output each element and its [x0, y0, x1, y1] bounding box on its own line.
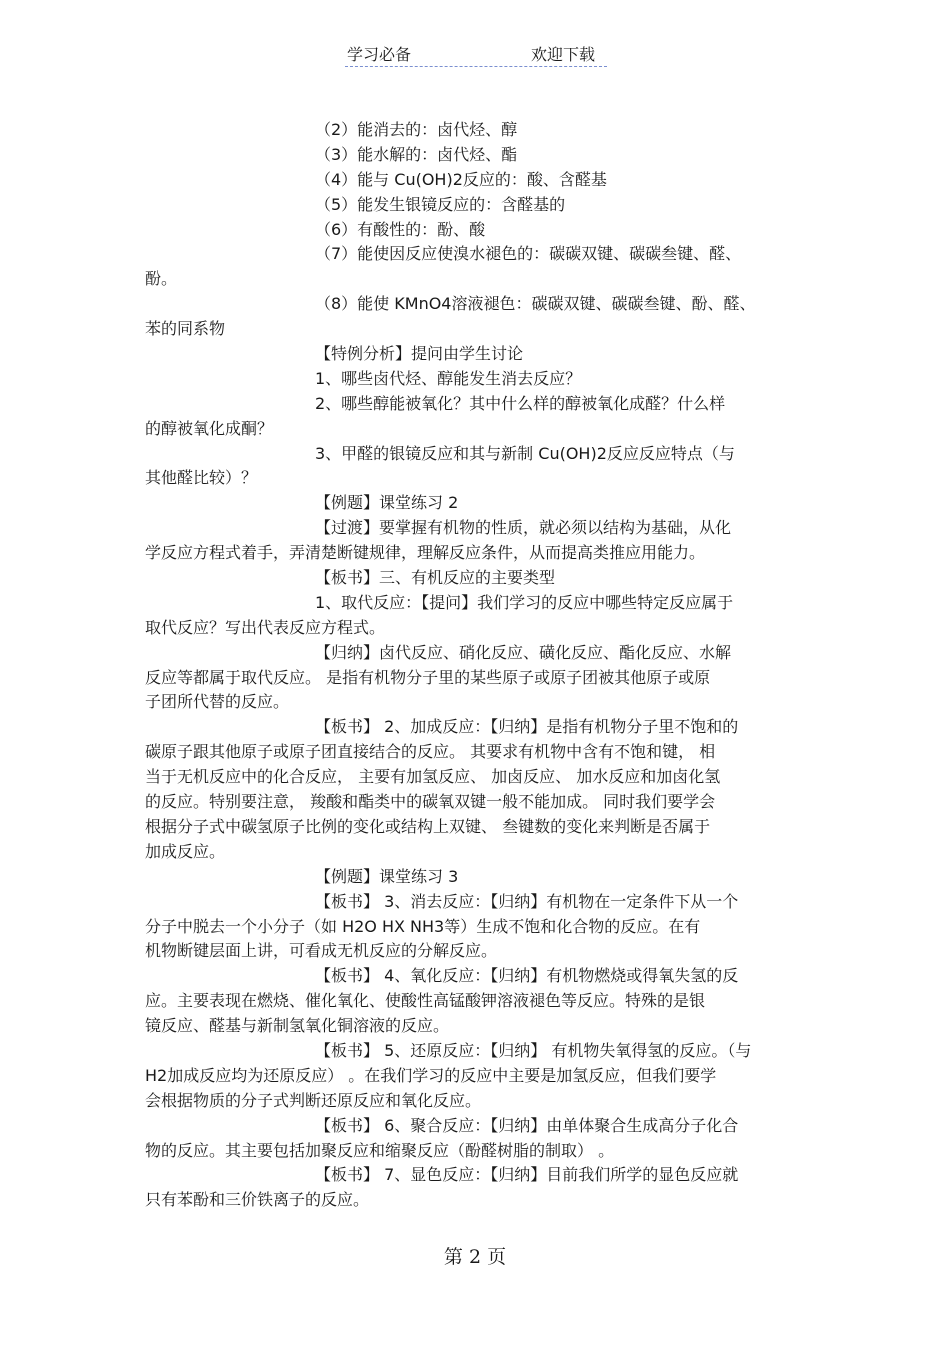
text-line: 1、取代反应：【提问】我们学习的反应中哪些特定反应属于 — [315, 592, 734, 612]
text-line: 【板书】 6、聚合反应：【归纳】由单体聚合生成高分子化合 — [315, 1115, 739, 1135]
text-line: 【归纳】卤代反应、硝化反应、磺化反应、酯化反应、水解 — [315, 642, 732, 662]
text-line: （3）能水解的：卤代烃、酯 — [315, 144, 518, 164]
text-line: （5）能发生银镜反应的：含醛基的 — [315, 194, 566, 214]
header-right-text: 欢迎下载 — [531, 45, 596, 64]
text-line: （2）能消去的：卤代烃、醇 — [315, 120, 518, 139]
text-line: 【板书】 7、显色反应：【归纳】目前我们所学的显色反应就 — [315, 1165, 739, 1185]
text-line: 【板书】三、有机反应的主要类型 — [315, 568, 556, 588]
page-number: 第 2 页 — [443, 1246, 507, 1268]
text-line: 1、哪些卤代烃、醇能发生消去反应？ — [315, 368, 582, 388]
text-line: 会根据物质的分子式判断还原反应和氧化反应。 — [145, 1090, 482, 1110]
text-line: 只有苯酚和三价铁离子的反应。 — [145, 1190, 370, 1210]
text-line: 根据分子式中碳氢原子比例的变化或结构上双键、 叁键数的变化来判断是否属于 — [145, 816, 711, 836]
text-line: 2、哪些醇能被氧化？其中什么样的醇被氧化成醛？什么样 — [315, 393, 726, 413]
text-line: 的反应。特别要注意， 羧酸和酯类中的碳氧双键一般不能加成。 同时我们要学会 — [145, 792, 716, 812]
text-line: 学反应方程式着手，弄清楚断键规律，理解反应条件，从而提高类推应用能力。 — [145, 543, 706, 563]
text-line: 【特例分析】提问由学生讨论 — [315, 344, 524, 364]
text-line: 苯的同系物 — [145, 319, 226, 339]
text-line: 物的反应。其主要包括加聚反应和缩聚反应（酚醛树脂的制取） 。 — [145, 1140, 615, 1160]
text-line: 当于无机反应中的化合反应， 主要有加氢反应、 加卤反应、 加水反应和加卤化氢 — [145, 767, 721, 787]
document-body — [145, 118, 810, 1213]
text-line: 【板书】 4、氧化反应：【归纳】有机物燃烧或得氧失氢的反 — [315, 966, 739, 986]
text-line: （4）能与 Cu(OH)2反应的：酸、含醛基 — [315, 169, 607, 189]
header-left-text: 学习必备 — [347, 45, 412, 64]
text-line: 镜反应、醛基与新制氢氧化铜溶液的反应。 — [145, 1016, 450, 1036]
text-line: 【过渡】要掌握有机物的性质，就必须以结构为基础，从化 — [315, 518, 732, 538]
text-line: 加成反应。 — [145, 841, 226, 861]
text-line: H2加成反应均为还原反应） 。在我们学习的反应中主要是加氢反应，但我们要学 — [145, 1065, 717, 1085]
text-line: 3、甲醛的银镜反应和其与新制 Cu(OH)2反应反应特点（与 — [315, 443, 735, 463]
text-line: 反应等都属于取代反应。 是指有机物分子里的某些原子或原子团被其他原子或原 — [145, 667, 711, 687]
text-line: 的醇被氧化成酮？ — [145, 418, 274, 438]
text-line: 机物断键层面上讲，可看成无机反应的分解反应。 — [145, 941, 498, 961]
text-line: 【例题】课堂练习 2 — [315, 493, 459, 513]
text-line: 【板书】 5、还原反应：【归纳】 有机物失氧得氢的反应。（与 — [315, 1040, 752, 1060]
text-line: 应。主要表现在燃烧、催化氧化、使酸性高锰酸钾溶液褪色等反应。特殊的是银 — [145, 991, 706, 1011]
text-line: （7）能使因反应使溴水褪色的：碳碳双键、碳碳叁键、醛、 — [315, 244, 742, 264]
text-line: 酚。 — [145, 269, 178, 289]
text-line: 取代反应？写出代表反应方程式。 — [145, 617, 386, 637]
text-line: （6）有酸性的：酚、酸 — [315, 219, 486, 239]
text-line: 子团所代替的反应。 — [145, 692, 290, 712]
text-line: 【例题】课堂练习 3 — [315, 866, 459, 886]
text-line: 【板书】 3、消去反应：【归纳】有机物在一定条件下从一个 — [315, 891, 739, 911]
text-line: 分子中脱去一个小分子（如 H2O HX NH3等）生成不饱和化合物的反应。在有 — [145, 916, 701, 936]
page-header — [345, 42, 607, 67]
text-line: 碳原子跟其他原子或原子团直接结合的反应。 其要求有机物中含有不饱和键， 相 — [145, 742, 716, 762]
text-line: 【板书】 2、加成反应：【归纳】是指有机物分子里不饱和的 — [315, 717, 739, 737]
text-line: （8）能使 KMnO4溶液褪色：碳碳双键、碳碳叁键、酚、醛、 — [315, 294, 756, 314]
text-line: 其他醛比较）？ — [145, 468, 258, 488]
